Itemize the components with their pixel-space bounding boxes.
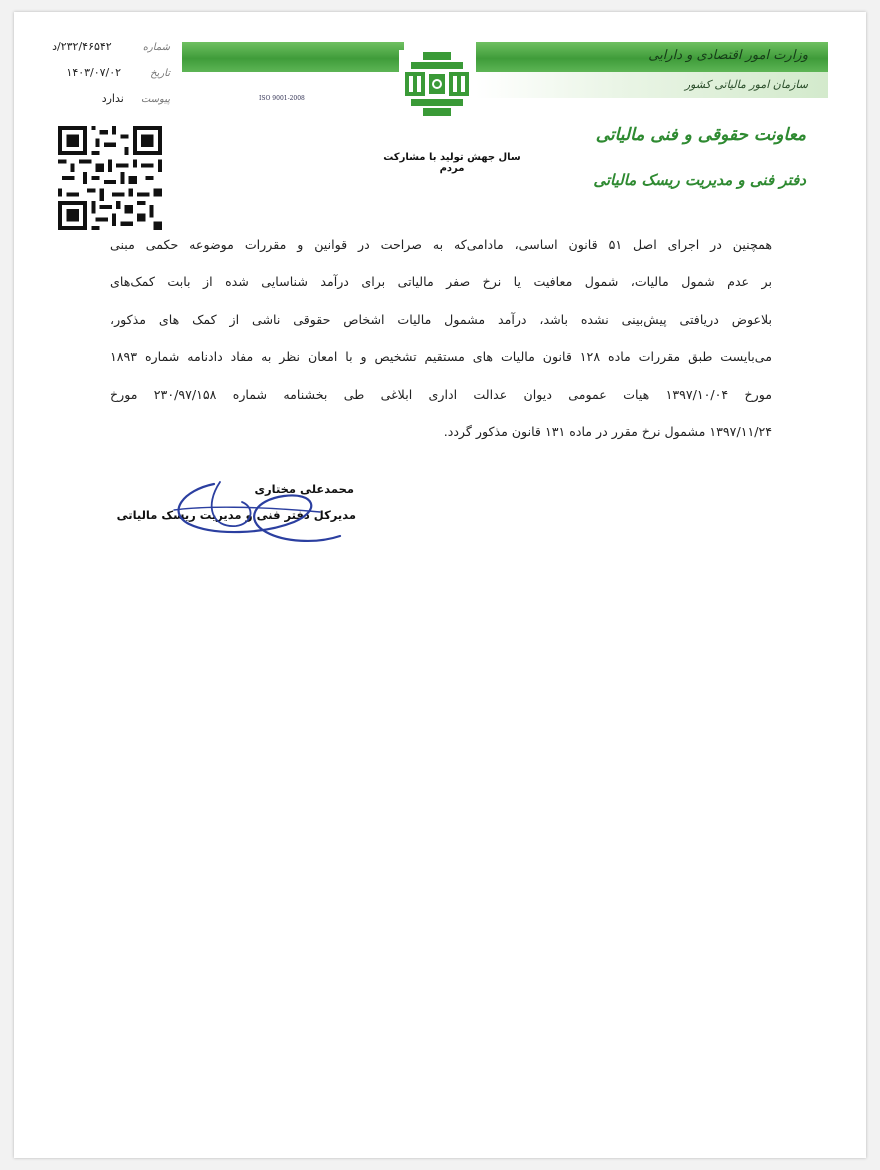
signer-name: محمدعلی مختاری [254,482,354,496]
letter-attachment: ندارد [101,92,124,105]
body-line-5: مورخ ۱۳۹۷/۱۰/۰۴ هیات عمومی دیوان عدالت اداری ابلاغی طی بخشنامه شماره ۲۳۰/۹۷/۱۵۸ مورخ [110,386,772,402]
iso-label: ISO 9001-2008 [259,95,305,102]
letter-attachment-row [40,92,170,105]
ministry-name: وزارت امور اقتصادی و دارایی [648,48,808,63]
signer-title: مدیرکل دفتر فنی و مدیریت ریسک مالیاتی [116,508,356,522]
letter-number-row [40,40,170,53]
letter-attachment-label: پیوست [140,94,170,105]
body-line-3: بلاعوض دریافتی پیش‌بینی نشده باشد، درآمد مشمول مالیات اشخاص حقوقی ناشی از کمک های مذکور، [110,311,772,327]
deputy-title: معاونت حقوقی و فنی مالیاتی [595,125,806,145]
tax-organization-emblem-icon [397,48,477,120]
letter-date-row [40,66,170,79]
year-slogan: سال جهش تولید با مشارکت مردم [383,152,521,174]
letter-number: ۲۳۲/۴۶۵۴۲/د [52,40,112,53]
letter-number-label: شماره [142,42,170,53]
header-band-left [182,42,404,72]
office-title: دفتر فنی و مدیریت ریسک مالیاتی [593,171,806,189]
body-line-2: بر عدم شمول مالیات، شمول معافیت یا نرخ صفر مالیاتی برای درآمد شناسایی شده از بابت کمک‌های [110,274,772,290]
organization-name: سازمان امور مالیاتی کشور [684,78,808,91]
qr-code-icon [58,126,162,230]
letter-date: ۱۴۰۳/۰۷/۰۲ [66,66,122,79]
body-line-4: می‌بایست طبق مقررات ماده ۱۲۸ قانون مالیات های مستقیم تشخیص و با امعان نظر به مفاد دادنامه شماره ۱۸۹۳ [110,349,772,365]
body-line-6: ۱۳۹۷/۱۱/۲۴ مشمول نرخ مقرر در ماده ۱۳۱ قانون مذکور گردد. [443,424,772,440]
letter-page [14,12,866,1158]
letter-date-label: تاریخ [150,68,170,79]
body-line-1: همچنین در اجرای اصل ۵۱ قانون اساسی، مادامی‌که به صراحت در قوانین و مقررات موضوعه حکمی مبنی [110,237,773,252]
handwritten-signature-icon [144,462,344,552]
letter-body [110,226,772,450]
